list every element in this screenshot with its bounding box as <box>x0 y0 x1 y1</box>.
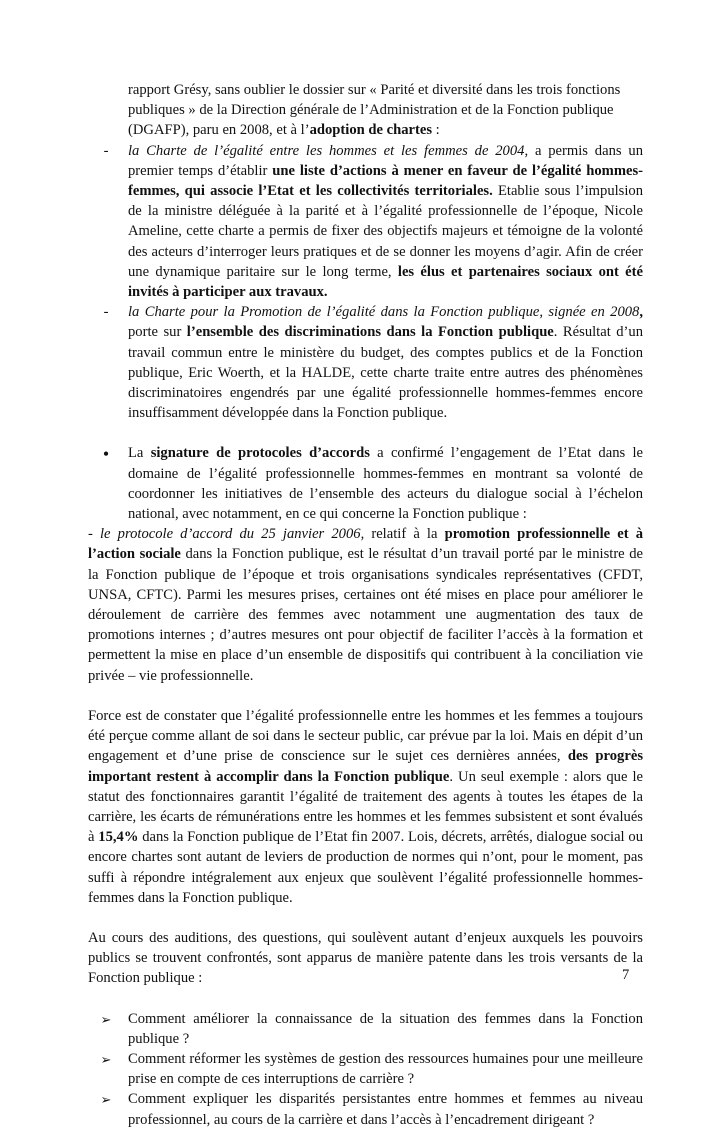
force-text: Force est de constater que l’égalité professionnelle entre les hommes et les femmes a toujours été perçue comme allant de soi dans le secteur public, car prévue par la loi. Mais en dépit d’un engagement et d’une prise de conscience sur le sujet ces dernières années, <box>88 707 643 765</box>
question-item <box>100 1049 643 1089</box>
page-number: 7 <box>622 967 630 983</box>
question-text: Comment réformer les systèmes de gestion des ressources humaines pour une meilleure prise en compte de ces interruptions de carrière ? <box>128 1050 643 1088</box>
list-item-charte-2008 <box>103 302 643 423</box>
arrow-bullet-icon: ➢ <box>100 1011 112 1027</box>
charte-2004-title: la Charte de l’égalité entre les hommes et les femmes de 2004 <box>128 142 525 159</box>
charte-2004-bold: une liste d’actions à mener en faveur de l’égalité hommes-femmes, qui associe l’Etat et les collectivités territoriales. <box>128 162 643 200</box>
question-item <box>100 1089 643 1129</box>
charte-2004-text: , a permis dans un premier temps d’établir <box>128 142 643 179</box>
para1-line2: publiques » de la Direction générale de l’Administration et de la Fonction publique <box>128 102 614 119</box>
question-text: Comment améliorer la connaissance de la situation des femmes dans la Fonction publique ? <box>128 1010 643 1047</box>
arrow-bullet-icon: ➢ <box>100 1051 112 1067</box>
charte-2004-text2: Etablie sous l’impulsion de la ministre déléguée à la parité et à l’égalité professionnelle de l’époque, Nicole Ameline, cette charte a permis de fixer des objectifs majeurs et témoigne de la volonté des acteurs d’interroger leurs pratiques et de se donner les moyens d’agir. Afin de créer une dynamique paritaire sur le long terme, <box>128 183 643 280</box>
document-page <box>88 80 643 1130</box>
protocoles-bold: signature de protocoles d’accords <box>150 445 370 462</box>
paragraph-auditions: Au cours des auditions, des questions, qui soulèvent autant d’enjeux auxquels les pouvoirs publics se trouvent confrontés, sont apparus de manière patente dans les trois versants de la Fonction publique : <box>88 929 643 987</box>
paragraph-rapport-gresy <box>128 80 643 141</box>
protocole-2006-title: - le protocole d’accord du 25 janvier 2006 <box>88 526 361 543</box>
protocoles-text: La <box>128 445 151 462</box>
paragraph-force-est-de-constater <box>88 706 643 908</box>
para1-adoption-chartes: adoption de chartes <box>309 122 433 139</box>
charte-2008-text: porte sur <box>128 324 187 341</box>
dash-marker: - <box>103 142 109 159</box>
spacer <box>88 686 643 706</box>
para1-line3: (DGAFP), paru en 2008, et à l’ <box>128 122 310 139</box>
charte-2008-title: la Charte pour la Promotion de l’égalité dans la Fonction publique, signée en 2008 <box>128 304 640 321</box>
para1-line1: rapport Grésy, sans oublier le dossier sur « Parité et diversité dans les trois fonctions <box>128 82 621 98</box>
force-text3: dans la Fonction publique de l’Etat fin 2007. Lois, décrets, arrêtés, dialogue social ou encore chartes sont autant de leviers de production de normes qui n’ont, pour le moment, pas suffi à répondre intégralement aux enjeux que soulèvent l’égalité professionnelle hommes-femmes dans la Fonction publique. <box>88 829 643 906</box>
list-item-charte-2004 <box>103 141 643 303</box>
arrow-bullet-icon: ➢ <box>100 1092 112 1108</box>
charte-2008-comma: , <box>639 304 643 321</box>
protocole-2006-text2: dans la Fonction publique, est le résultat d’un travail porté par le ministre de la Fonction publique de l’époque et trois organisations syndicales représentatives (CFDT, UNSA, CFTC). Parmi les mesures prises, certaines ont été mises en place pour améliorer le déroulement de carrière des femmes avec notamment une augmentation des taux de promotions internes ; d’autres mesures ont pour objectif de faciliter l’accès à la formation et permettent la mise en place d’un ensemble de dispositifs qui contribuent à la conciliation vie privée – vie professionnelle. <box>88 546 643 684</box>
force-text2: . Un seul exemple : alors que le statut des fonctionnaires garantit l’égalité de traitement des agents à toutes les étapes de la carrière, les écarts de rémunérations entre les hommes et les femmes subsistent et sont évalués à <box>88 768 643 846</box>
force-percent: 15,4% <box>98 829 139 846</box>
protocole-2006-text: , relatif à la <box>360 526 445 543</box>
bullet-marker: • <box>102 444 110 465</box>
question-text: Comment expliquer les disparités persistantes entre hommes et femmes au niveau professionnel, au cours de la carrière et dans l’accès à l’encadrement dirigeant ? <box>128 1091 643 1128</box>
force-bold: des progrès important restent à accomplir dans la Fonction publique <box>88 748 643 785</box>
protocoles-text2: a confirmé l’engagement de l’Etat dans le domaine de l’égalité professionnelle hommes-femmes en montrant sa volonté de coordonner les initiatives de l’ensemble des acteurs du dialogue social à l’échelon national, avec notamment, en ce qui concerne la Fonction publique : <box>128 445 643 523</box>
list-item-protocoles <box>102 443 643 524</box>
question-item <box>100 1009 643 1049</box>
spacer <box>88 908 643 928</box>
dash-marker: - <box>103 304 109 321</box>
spacer <box>88 989 643 1009</box>
charte-2008-bold: l’ensemble des discriminations dans la Fonction publique <box>186 324 554 341</box>
protocole-2006-bold: promotion professionnelle et à l’action sociale <box>88 526 644 563</box>
charte-2004-bold2: les élus et partenaires sociaux ont été invités à participer aux travaux. <box>128 263 643 301</box>
para1-colon: : <box>432 122 440 139</box>
spacer <box>88 423 643 443</box>
paragraph-protocole-2006 <box>88 524 643 686</box>
charte-2008-text2: . Résultat d’un travail commun entre le ministère du budget, des comptes publics et de la Fonction publique, Eric Woerth, et la HALDE, cette charte traite entre autres des phénomènes discriminatoires engendrés par une égalité professionnelle hommes-femmes encore insuffisamment développée dans la Fonction publique. <box>128 324 643 422</box>
